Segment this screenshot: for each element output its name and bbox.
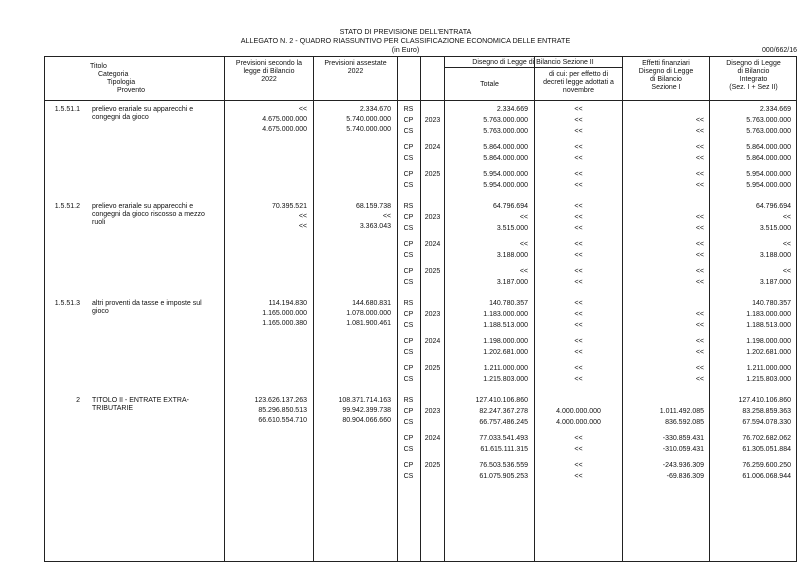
prev-legge-value: << [298, 106, 307, 113]
row-year: 2024 [424, 338, 441, 345]
header-di-cui: di cui: per effetto di [548, 71, 609, 78]
document-subtitle: ALLEGATO N. 2 - QUADRO RIASSUNTIVO PER CLASSIFICAZIONE ECONOMICA DELLE ENTRATE [240, 36, 571, 45]
row-integrato: 1.215.803.000 [746, 376, 791, 383]
header-effetti: di Bilancio [650, 76, 682, 83]
row-effetti: << [695, 144, 704, 151]
row-effetti: << [695, 279, 704, 286]
row-di-cui: << [574, 225, 583, 232]
prev-assestate-value: 1.078.000.000 [346, 310, 391, 317]
row-integrato: 83.258.859.363 [742, 408, 791, 415]
row-di-cui: << [574, 376, 583, 383]
row-effetti: << [695, 182, 704, 189]
row-di-cui: << [574, 279, 583, 286]
row-effetti: << [695, 117, 704, 124]
row-effetti: << [695, 155, 704, 162]
row-effetti: 1.011.492.085 [659, 408, 704, 415]
prev-assestate-value: 2.334.670 [359, 106, 391, 113]
row-di-cui: << [574, 144, 583, 151]
row-year: 2025 [424, 268, 441, 275]
section-code: 1.5.51.2 [54, 203, 80, 210]
row-integrato: 5.864.000.000 [746, 155, 791, 162]
row-type: CS [403, 225, 414, 232]
row-integrato: 5.864.000.000 [746, 144, 791, 151]
prev-assestate-value: 5.740.000.000 [346, 126, 391, 133]
prev-assestate-value: 5.740.000.000 [346, 116, 391, 123]
row-type: CP [403, 117, 414, 124]
row-totale: 3.188.000 [496, 252, 528, 259]
row-type: CS [403, 446, 414, 453]
prev-legge-value: 1.165.000.380 [262, 320, 307, 327]
row-di-cui: << [574, 435, 583, 442]
header-tipologia: Tipologia [107, 79, 136, 86]
prev-legge-value: << [298, 223, 307, 230]
section-description: altri proventi da tasse e imposte sul gioco [92, 300, 202, 315]
row-integrato: 3.515.000 [759, 225, 791, 232]
section-description: prelievo erariale su apparecchi e congegni da gioco [92, 106, 194, 121]
row-type: CS [403, 322, 414, 329]
row-totale: 3.187.000 [496, 279, 528, 286]
row-totale: 66.757.486.245 [479, 419, 528, 426]
row-type: CP [403, 241, 414, 248]
row-totale: 77.033.541.493 [479, 435, 528, 442]
row-di-cui: << [574, 311, 583, 318]
row-year: 2023 [424, 311, 441, 318]
section-code: 1.5.51.1 [54, 106, 80, 113]
row-effetti: 836.592.085 [665, 419, 704, 426]
row-type: CP [403, 365, 414, 372]
row-integrato: 1.211.000.000 [746, 365, 791, 372]
prev-legge-value: 1.165.000.000 [262, 310, 307, 317]
header-categoria: Categoria [98, 71, 129, 78]
table-right-rule [796, 56, 797, 562]
row-di-cui: << [574, 338, 583, 345]
prev-legge-value: 114.194.830 [268, 300, 307, 307]
row-effetti: << [695, 252, 704, 259]
row-integrato: 67.594.078.330 [742, 419, 791, 426]
row-effetti: << [695, 128, 704, 135]
header-integrato: di Bilancio [737, 68, 770, 75]
row-di-cui: << [574, 300, 583, 307]
row-type: RS [403, 203, 414, 210]
row-integrato: 1.198.000.000 [746, 338, 791, 345]
row-type: RS [403, 300, 414, 307]
row-year: 2023 [424, 117, 441, 124]
prev-assestate-value: 3.363.043 [359, 223, 391, 230]
row-type: CS [403, 473, 414, 480]
row-effetti: << [695, 349, 704, 356]
row-type: CP [403, 214, 414, 221]
header-titolo: Titolo [90, 63, 107, 70]
row-totale: 1.211.000.000 [483, 365, 528, 372]
section-description: TITOLO II - ENTRATE EXTRA-TRIBUTARIE [92, 397, 189, 412]
row-effetti: -310.059.431 [662, 446, 704, 453]
row-year: 2025 [424, 365, 441, 372]
row-di-cui: << [574, 462, 583, 469]
row-integrato: 3.188.000 [759, 252, 791, 259]
row-di-cui: << [574, 322, 583, 329]
row-di-cui: << [574, 446, 583, 453]
column-rule [420, 56, 421, 562]
prev-legge-value: 85.296.850.513 [258, 407, 307, 414]
header-effetti: Effetti finanziari [642, 60, 690, 67]
header-di-cui: novembre [562, 87, 595, 94]
row-type: CP [403, 268, 414, 275]
prev-legge-value: 4.675.000.000 [262, 126, 307, 133]
row-totale: 5.763.000.000 [483, 128, 528, 135]
row-di-cui: << [574, 241, 583, 248]
row-effetti: << [695, 338, 704, 345]
row-integrato: 1.183.000.000 [746, 311, 791, 318]
row-integrato: 5.954.000.000 [746, 171, 791, 178]
row-integrato: 64.796.694 [755, 203, 791, 210]
prev-legge-value: 123.626.137.263 [254, 397, 307, 404]
header-prev-legge: legge di Bilancio [243, 68, 295, 75]
document-id: 000/662/16 [761, 47, 797, 54]
row-totale: 2.334.669 [496, 106, 528, 113]
row-effetti: -69.836.309 [666, 473, 704, 480]
prev-assestate-value: 1.081.900.461 [346, 320, 391, 327]
row-totale: << [519, 241, 528, 248]
row-di-cui: << [574, 365, 583, 372]
row-type: CP [403, 462, 414, 469]
header-di-cui: decreti legge adottati a [543, 79, 614, 86]
row-di-cui: << [574, 214, 583, 221]
row-type: CP [403, 311, 414, 318]
row-integrato: 1.202.681.000 [746, 349, 791, 356]
prev-legge-value: 4.675.000.000 [262, 116, 307, 123]
row-integrato: << [782, 241, 791, 248]
row-totale: << [519, 268, 528, 275]
row-type: RS [403, 106, 414, 113]
row-effetti: << [695, 214, 704, 221]
row-totale: 3.515.000 [496, 225, 528, 232]
prev-assestate-value: 99.942.399.738 [342, 407, 391, 414]
row-totale: 61.615.111.315 [480, 446, 528, 453]
row-integrato: 61.006.068.944 [742, 473, 791, 480]
row-effetti: << [695, 241, 704, 248]
unit-label: (in Euro) [391, 45, 420, 54]
row-type: CS [403, 155, 414, 162]
sezione-ii-rule [444, 67, 622, 68]
row-type: CS [403, 128, 414, 135]
row-totale: 127.410.106.860 [475, 397, 528, 404]
row-integrato: 1.188.513.000 [746, 322, 791, 329]
row-totale: 1.188.513.000 [483, 322, 528, 329]
row-integrato: 5.763.000.000 [746, 128, 791, 135]
header-effetti: Disegno di Legge [638, 68, 694, 75]
row-integrato: << [782, 214, 791, 221]
row-totale: 61.075.905.253 [479, 473, 528, 480]
row-di-cui: << [574, 155, 583, 162]
prev-legge-value: << [298, 213, 307, 220]
row-integrato: 61.305.051.884 [742, 446, 791, 453]
row-effetti: << [695, 268, 704, 275]
row-year: 2024 [424, 241, 441, 248]
row-effetti: -243.936.309 [662, 462, 704, 469]
row-type: CP [403, 171, 414, 178]
row-integrato: << [782, 268, 791, 275]
row-integrato: 5.763.000.000 [746, 117, 791, 124]
row-totale: 1.198.000.000 [483, 338, 528, 345]
row-di-cui: 4.000.000.000 [556, 419, 601, 426]
prev-assestate-value: << [382, 213, 391, 220]
budget-table [44, 56, 797, 562]
prev-assestate-value: 108.371.714.163 [338, 397, 391, 404]
row-year: 2025 [424, 462, 441, 469]
row-effetti: << [695, 225, 704, 232]
row-di-cui: << [574, 106, 583, 113]
row-effetti: << [695, 171, 704, 178]
header-integrato: Disegno di Legge [726, 60, 781, 67]
prev-legge-value: 70.395.521 [271, 203, 307, 210]
row-type: CS [403, 279, 414, 286]
table-left-rule [44, 56, 45, 562]
row-type: CS [403, 349, 414, 356]
row-di-cui: << [574, 473, 583, 480]
header-effetti: Sezione I [651, 84, 681, 91]
row-totale: 64.796.694 [492, 203, 528, 210]
row-totale: 5.954.000.000 [483, 182, 528, 189]
row-totale: 1.202.681.000 [483, 349, 528, 356]
row-effetti: << [695, 311, 704, 318]
header-prev-legge: 2022 [261, 76, 277, 83]
row-totale: 76.503.536.559 [479, 462, 528, 469]
row-di-cui: << [574, 128, 583, 135]
row-year: 2025 [424, 171, 441, 178]
row-di-cui: 4.000.000.000 [556, 408, 601, 415]
row-di-cui: << [574, 252, 583, 259]
row-year: 2023 [424, 214, 441, 221]
row-integrato: 76.702.682.062 [742, 435, 791, 442]
row-year: 2024 [424, 144, 441, 151]
row-integrato: 2.334.669 [759, 106, 791, 113]
row-di-cui: << [574, 349, 583, 356]
header-bottom-rule [44, 100, 797, 101]
row-totale: 5.763.000.000 [483, 117, 528, 124]
row-totale: 5.864.000.000 [483, 144, 528, 151]
row-totale: 1.215.803.000 [483, 376, 528, 383]
row-type: CS [403, 376, 414, 383]
row-type: CP [403, 144, 414, 151]
row-effetti: << [695, 365, 704, 372]
row-type: CP [403, 435, 414, 442]
row-integrato: 5.954.000.000 [746, 182, 791, 189]
row-type: RS [403, 397, 414, 404]
row-totale: 5.864.000.000 [483, 155, 528, 162]
header-prev-assestate: 2022 [347, 68, 364, 75]
prev-assestate-value: 80.904.066.660 [342, 417, 391, 424]
row-totale: 140.780.357 [489, 300, 528, 307]
row-effetti: -330.859.431 [662, 435, 704, 442]
row-type: CS [403, 182, 414, 189]
header-ddl-sezione-ii: Disegno di Legge di Bilancio Sezione II [472, 59, 594, 66]
row-di-cui: << [574, 117, 583, 124]
row-di-cui: << [574, 203, 583, 210]
row-type: CS [403, 252, 414, 259]
prev-assestate-value: 144.680.831 [352, 300, 391, 307]
prev-legge-value: 66.610.554.710 [258, 417, 307, 424]
section-code: 2 [76, 397, 80, 404]
row-di-cui: << [574, 171, 583, 178]
row-di-cui: << [574, 182, 583, 189]
row-year: 2024 [424, 435, 441, 442]
row-type: CP [403, 408, 414, 415]
section-description: prelievo erariale su apparecchi e congegni da gioco riscosso a mezzo ruoli [92, 203, 205, 226]
row-totale: 82.247.367.278 [479, 408, 528, 415]
section-code: 1.5.51.3 [54, 300, 80, 307]
row-year: 2023 [424, 408, 441, 415]
row-integrato: 127.410.106.860 [738, 397, 791, 404]
row-totale: 5.954.000.000 [483, 171, 528, 178]
row-effetti: << [695, 322, 704, 329]
row-effetti: << [695, 376, 704, 383]
row-integrato: 3.187.000 [759, 279, 791, 286]
document-title: STATO DI PREVISIONE DELL'ENTRATA [339, 27, 472, 36]
header-provento: Provento [117, 87, 146, 94]
header-integrato: (Sez. I + Sez II) [729, 84, 778, 91]
row-totale: << [519, 214, 528, 221]
row-di-cui: << [574, 268, 583, 275]
header-integrato: Integrato [739, 76, 768, 83]
row-integrato: 140.780.357 [752, 300, 791, 307]
row-type: CS [403, 419, 414, 426]
row-type: CP [403, 338, 414, 345]
row-integrato: 76.259.600.250 [742, 462, 791, 469]
row-totale: 1.183.000.000 [483, 311, 528, 318]
header-prev-assestate: Previsioni assestate [324, 60, 387, 67]
prev-assestate-value: 68.159.738 [355, 203, 391, 210]
header-prev-legge: Previsioni secondo la [235, 60, 303, 67]
header-totale: Totale [480, 81, 499, 88]
